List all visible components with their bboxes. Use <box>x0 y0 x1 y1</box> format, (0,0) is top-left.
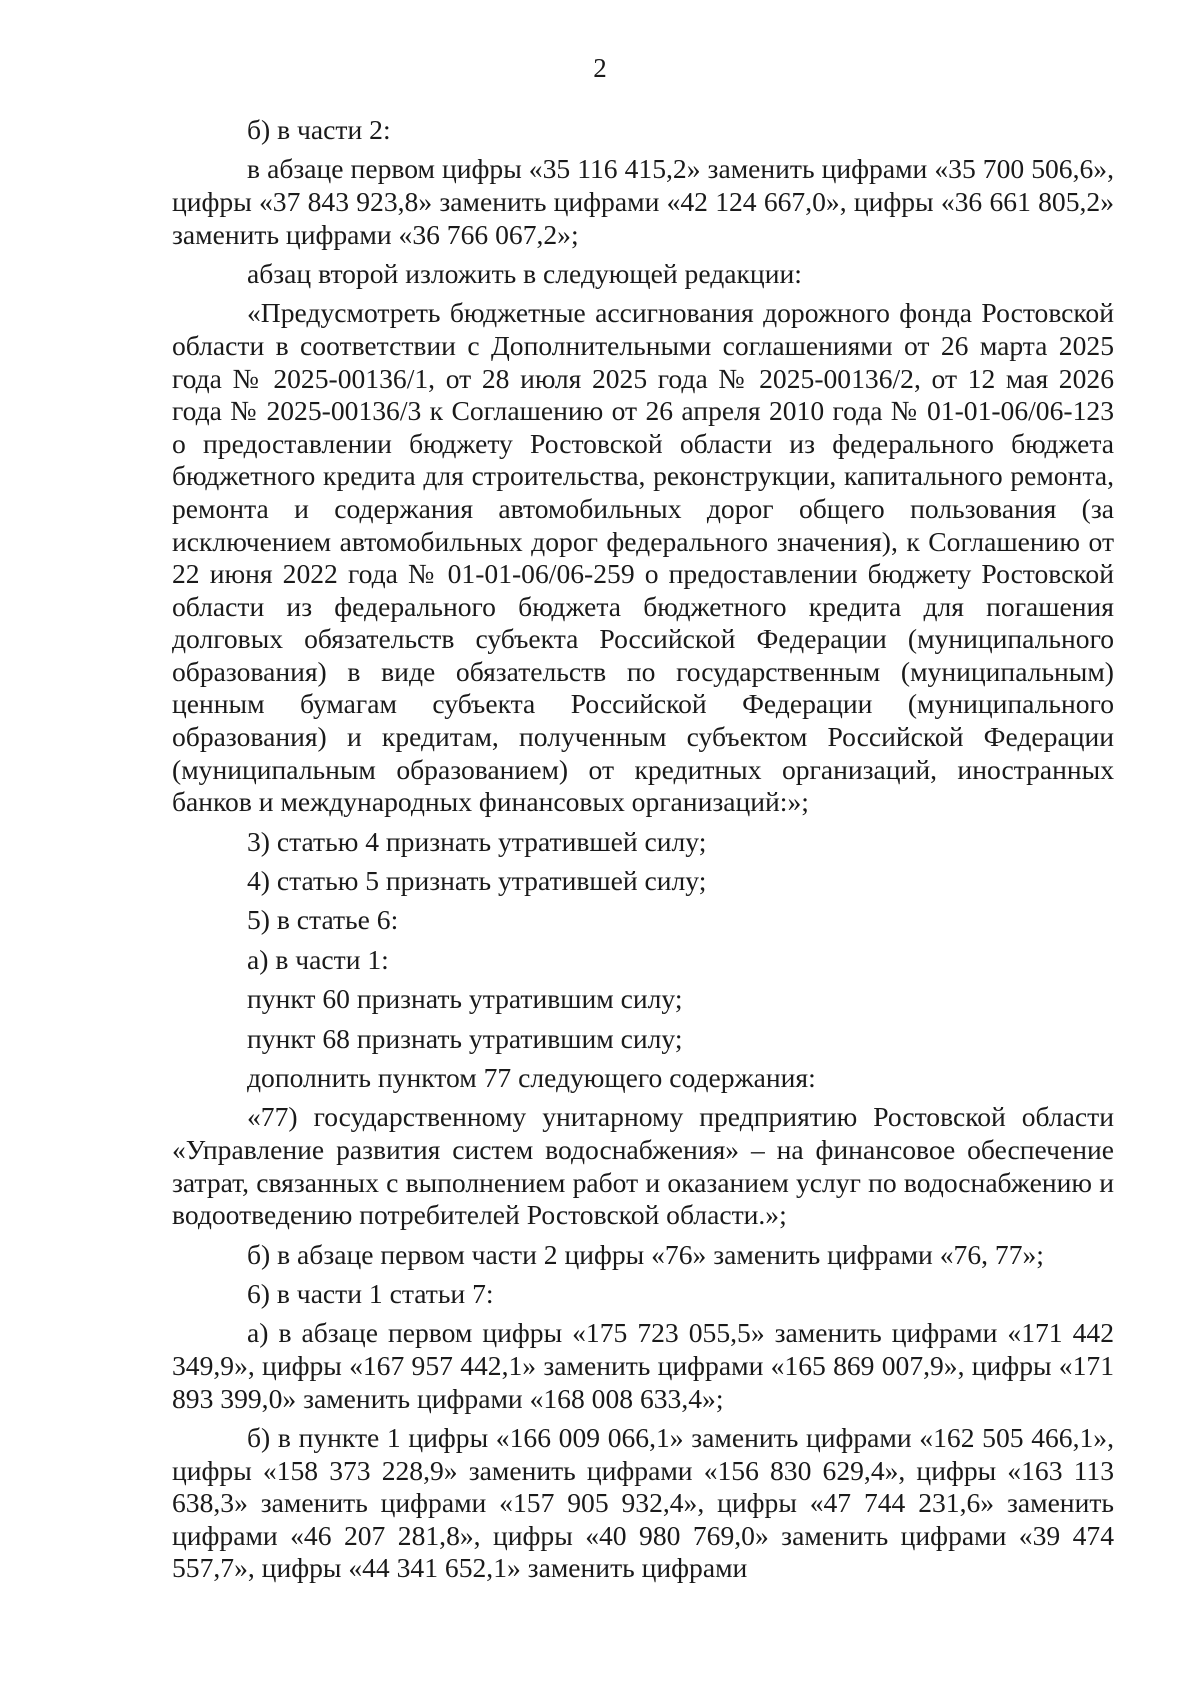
paragraph-6: 4) статью 5 признать утратившей силу; <box>247 865 707 897</box>
paragraph-8: а) в части 1: <box>247 943 389 975</box>
document-body <box>172 114 1114 1592</box>
paragraph-3: абзац второй изложить в следующей редакции: <box>247 257 802 289</box>
page-number: 2 <box>593 53 607 83</box>
paragraph-7: 5) в статье 6: <box>247 904 399 936</box>
paragraph-2: в абзаце первом цифры «35 116 415,2» заменить цифрами «35 700 506,6», цифры «37 843 923,8» заменить цифрами «42 124 667,0», цифры «36 661 805,2» заменить цифрами «36 766 067,2»; <box>172 153 1114 250</box>
paragraph-9: пункт 60 признать утратившим силу; <box>247 983 683 1015</box>
paragraph-13: б) в абзаце первом части 2 цифры «76» заменить цифрами «76, 77»; <box>247 1238 1044 1270</box>
paragraph-4: «Предусмотреть бюджетные ассигнования дорожного фонда Ростовской области в соответствии с Дополнительными соглашениями от 26 марта 2025 года № 2025-00136/1, от 28 июля 2025 года № 2025-00136/2, от 12 мая 2026 года № 2025-00136/3 к Соглашению от 26 апреля 2010 года № 01-01-06/06-123 о предоставлении бюджету Ростовской области из федерального бюджета бюджетного кредита для строительства, реконструкции, капитального ремонта, ремонта и содержания автомобильных дорог общего пользования (за исключением автомобильных дорог федерального значения), к Соглашению от 22 июня 2022 года № 01-01-06/06-259 о предоставлении бюджету Ростовской области из федерального бюджета бюджетного кредита для погашения долговых обязательств субъекта Российской Федерации (муниципального образования) в виде обязательств по государственным (муниципальным) ценным бумагам субъекта Российской Федерации (муниципального образования) и кредитам, полученным субъектом Российской Федерации (муниципальным образованием) от кредитных организаций, иностранных банков и международных финансовых организаций:»; <box>172 297 1114 818</box>
paragraph-15: а) в абзаце первом цифры «175 723 055,5» заменить цифрами «171 442 349,9», цифры «167 957 442,1» заменить цифрами «165 869 007,9», цифры «171 893 399,0» заменить цифрами «168 008 633,4»; <box>172 1317 1114 1414</box>
paragraph-1: б) в части 2: <box>247 114 391 145</box>
paragraph-11: дополнить пунктом 77 следующего содержания: <box>247 1062 816 1093</box>
paragraph-5: 3) статью 4 признать утратившей силу; <box>247 825 707 857</box>
paragraph-14: 6) в части 1 статьи 7: <box>247 1277 494 1309</box>
paragraph-10: пункт 68 признать утратившим силу; <box>247 1022 683 1054</box>
paragraph-12: «77) государственному унитарному предприятию Ростовской области «Управление развития систем водоснабжения» – на финансовое обеспечение затрат, связанных с выполнением работ и оказанием услуг по водоснабжению и водоотведению потребителей Ростовской области.»; <box>172 1101 1114 1231</box>
paragraph-16: б) в пункте 1 цифры «166 009 066,1» заменить цифрами «162 505 466,1», цифры «158 373 228,9» заменить цифрами «156 830 629,4», цифры «163 113 638,3» заменить цифрами «157 905 932,4», цифры «47 744 231,6» заменить цифрами «46 207 281,8», цифры «40 980 769,0» заменить цифрами «39 474 557,7», цифры «44 341 652,1» заменить цифрами <box>172 1421 1114 1584</box>
